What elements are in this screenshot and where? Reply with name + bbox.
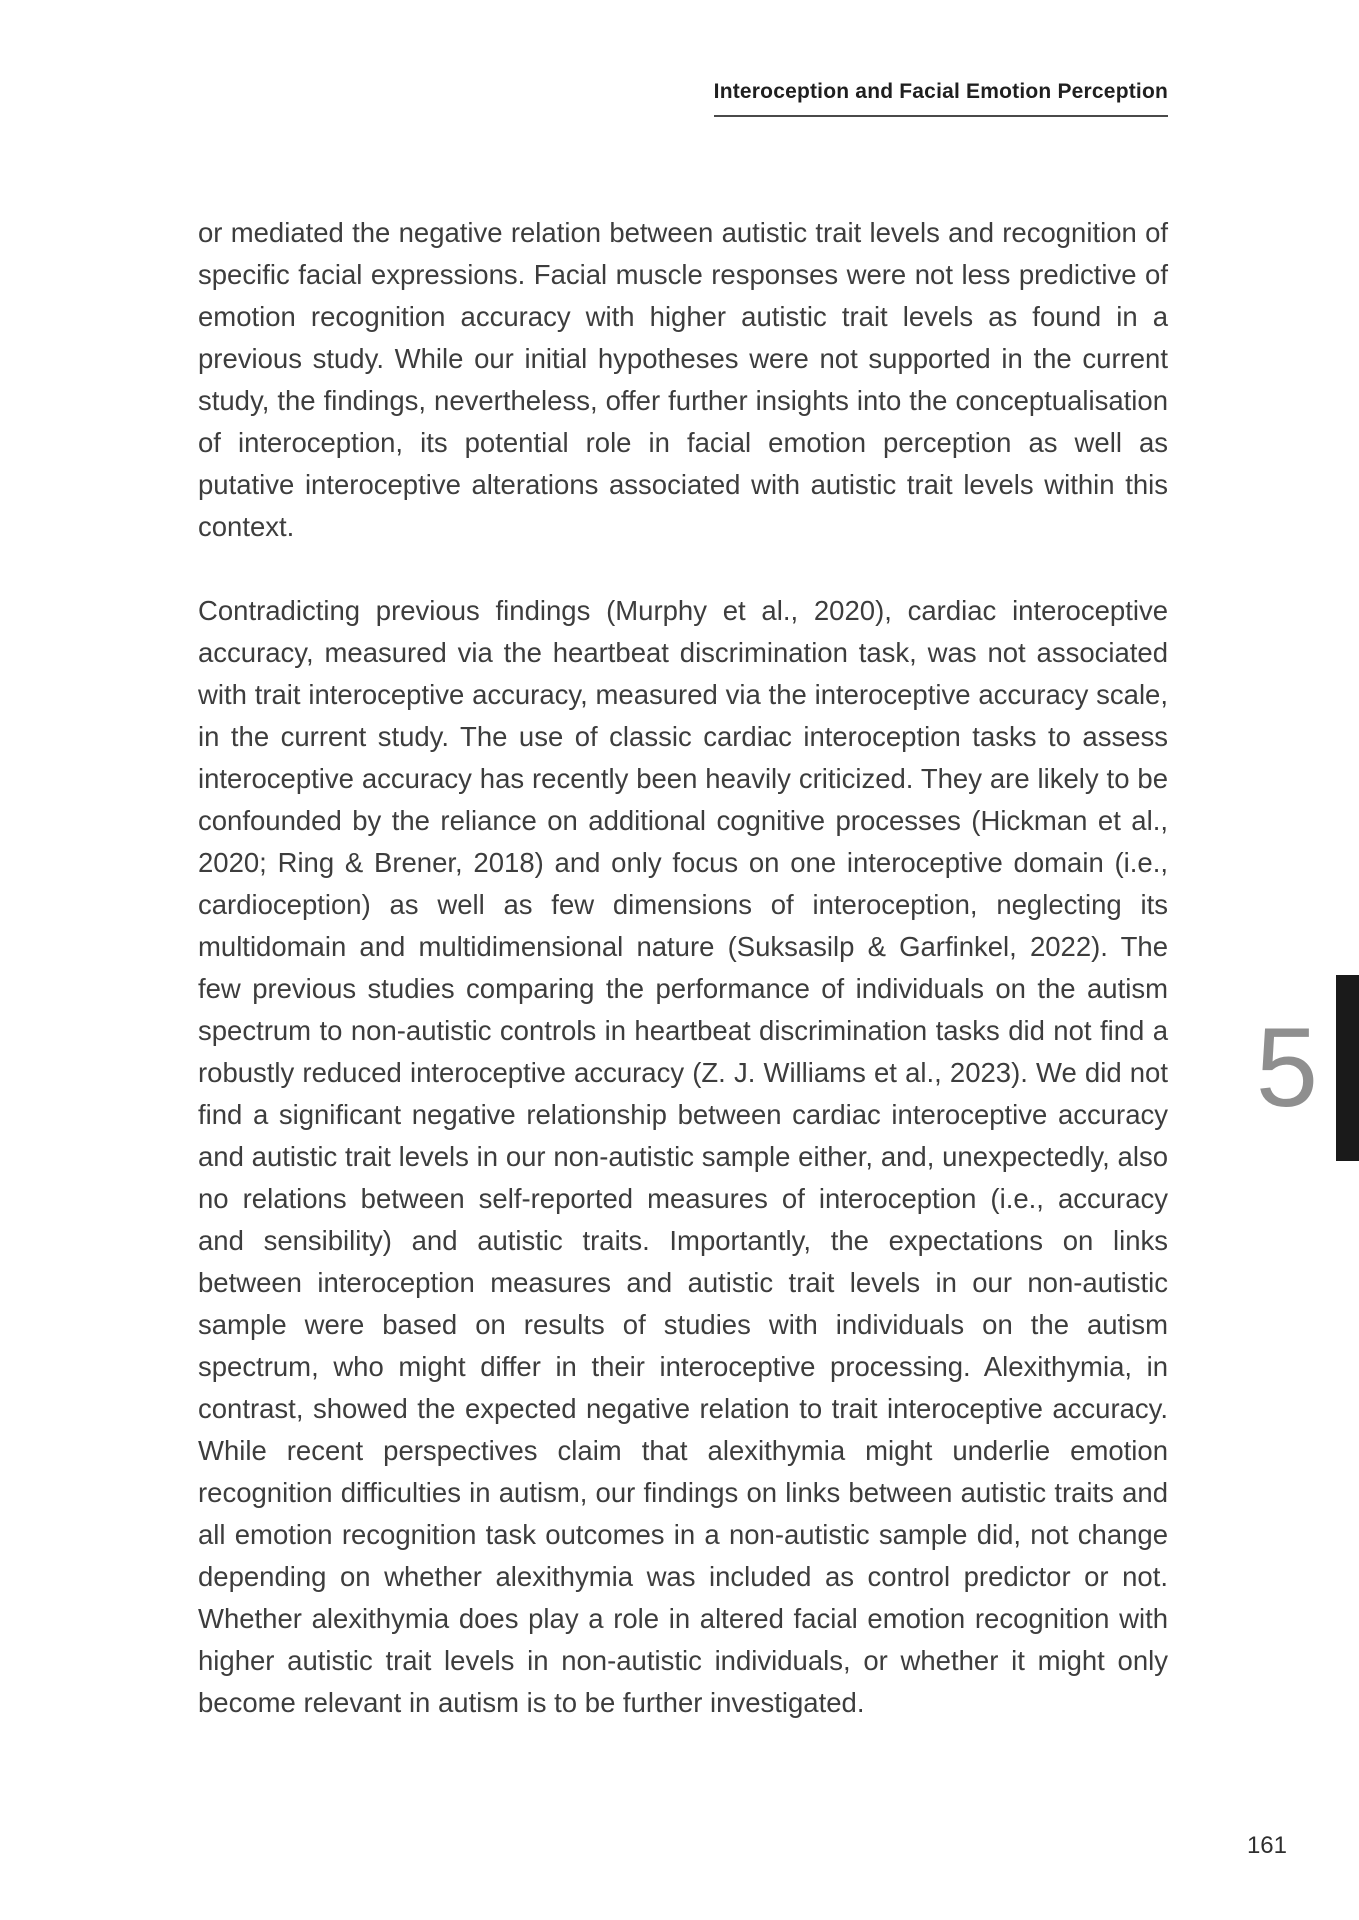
running-head-title: Interoception and Facial Emotion Perception — [714, 80, 1168, 117]
chapter-tab-bar — [1336, 975, 1359, 1161]
chapter-marker — [1256, 975, 1359, 1161]
chapter-number: 5 — [1255, 1005, 1318, 1130]
body-paragraph-1: or mediated the negative relation between autistic trait levels and recognition of specific facial expressions. Facial muscle responses were not less predictive of emotion recognition accuracy with higher autistic trait levels as found in a previous study. While our initial hypotheses were not supported in the current study, the findings, nevertheless, offer further insights into the conceptualisation of interoception, its potential role in facial emotion perception as well as putative interoceptive alterations associated with autistic trait levels within this context. — [198, 217, 1168, 542]
page-number: 161 — [1246, 1832, 1287, 1859]
body-paragraph-2: Contradicting previous findings (Murphy et al., 2020), cardiac interoceptive accuracy, measured via the heartbeat discrimination task, was not associated with trait interoceptive accuracy, measured via the interoceptive accuracy scale, in the current study. The use of classic cardiac interoception tasks to assess interoceptive accuracy has recently been heavily criticized. They are likely to be confounded by the reliance on additional cognitive processes (Hickman et al., 2020; Ring & Brener, 2018) and only focus on one interoceptive domain (i.e., cardioception) as well as few dimensions of interoception, neglecting its multidomain and multidimensional nature (Suksasilp & Garfinkel, 2022). The few previous studies comparing the performance of individuals on the autism spectrum to non-autistic controls in heartbeat discrimination tasks did not find a robustly reduced interoceptive accuracy (Z. J. Williams et al., 2023). We did not find a significant negative relationship between cardiac interoceptive accuracy and autistic trait levels in our non-autistic sample either, and, unexpectedly, also no relations between self-reported measures of interoception (i.e., accuracy and sensibility) and autistic traits. Importantly, the expectations on links between interoception measures and autistic trait levels in our non-autistic sample were based on results of studies with individuals on the autism spectrum, who might differ in their interoceptive processing. Alexithymia, in contrast, showed the expected negative relation to trait interoceptive accuracy. While recent perspectives claim that alexithymia might underlie emotion recognition difficulties in autism, our findings on links between autistic traits and all emotion recognition task outcomes in a non-autistic sample did, not change depending on whether alexithymia was included as control predictor or not. Whether alexithymia does play a role in altered facial emotion recognition with higher autistic trait levels in non-autistic individuals, or whether it might only become relevant in autism is to be further investigated. — [198, 595, 1168, 1718]
running-head — [714, 80, 1168, 117]
page-body — [198, 212, 1168, 1724]
